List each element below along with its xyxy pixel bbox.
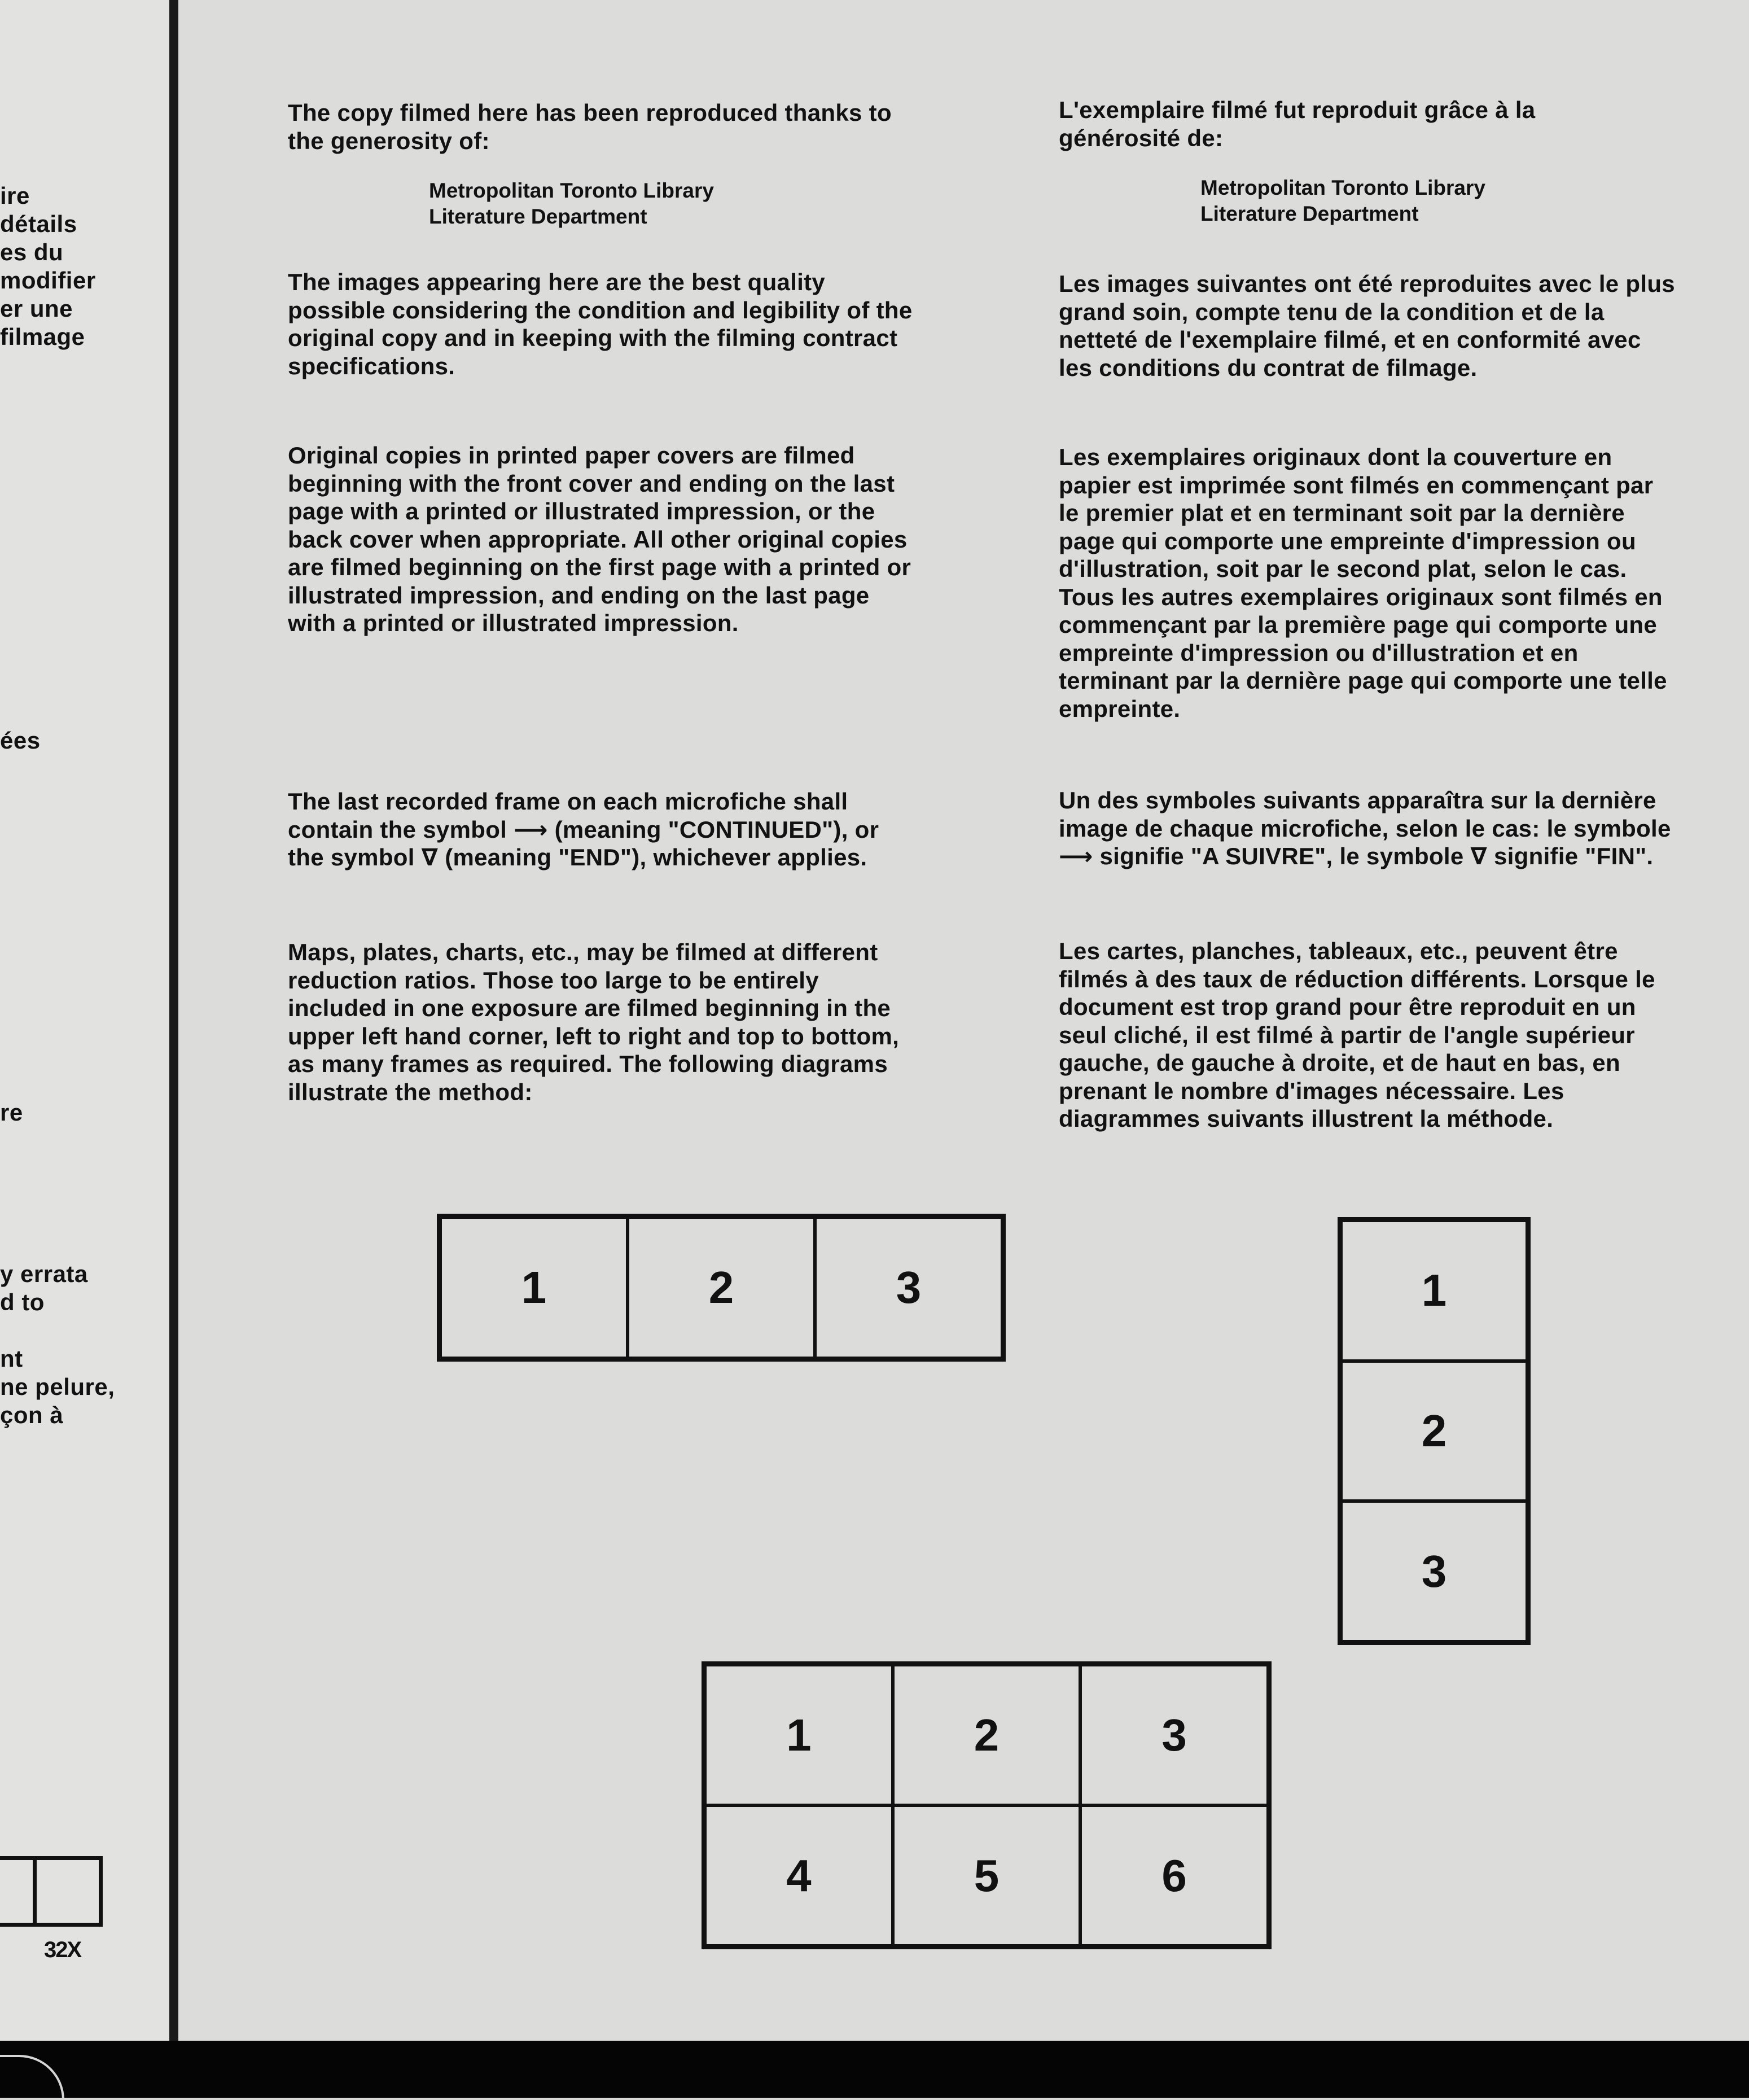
left-fragment: ne pelure, xyxy=(0,1373,115,1400)
left-fragment: re xyxy=(0,1099,23,1126)
left-fragment: es du xyxy=(0,239,64,265)
left-fragment: filmage xyxy=(0,323,85,350)
frame-cell: 5 xyxy=(893,1805,1081,1946)
diagram-horizontal xyxy=(437,1214,1006,1362)
french-paragraph-maps: Les cartes, planches, tableaux, etc., peuvent être filmés à des taux de réduction différents. Lorsque le document est trop grand pour être reproduit en un seul cliché, il est filmé à partir de l'angle supérieur gauche, de gauche à droite, et de haut en bas, en prenant le nombre d'images nécessaire. Les diagrammes suivants illustrent la méthode. xyxy=(1059,938,1655,1132)
left-fragment: nt xyxy=(0,1345,23,1372)
diagram-grid xyxy=(702,1661,1272,1949)
left-fragment: er une xyxy=(0,295,73,322)
english-paragraph-covers: Original copies in printed paper covers are filmed beginning with the front cover and ending on the last page with a printed or illustrated impression, or the back cover when appropriate. All other original copies are filmed beginning on the first page with a printed or illustrated impression, and ending on the last page with a printed or illustrated impression. xyxy=(288,442,911,636)
frame-cell: 3 xyxy=(1341,1501,1527,1642)
english-library xyxy=(429,178,714,230)
frame-cell: 2 xyxy=(1341,1361,1527,1502)
french-paragraph-covers: Les exemplaires originaux dont la couverture en papier est imprimée sont filmés en commençant par le premier plat et en terminant soit par la dernière page qui comporte une empreinte d'impression ou d'illustration, soit par le second plat, selon le cas. Tous les autres exemplaires originaux sont filmés en commençant par la première page qui comporte une empreinte d'impression ou d'illustration et en terminant par la dernière page qui comporte une telle empreinte. xyxy=(1059,444,1667,722)
french-library xyxy=(1200,175,1485,227)
resolution-ruler xyxy=(0,1856,103,1927)
frame-cell: 1 xyxy=(705,1665,893,1805)
library-department: Literature Department xyxy=(1200,202,1419,225)
french-paragraph-quality: Les images suivantes ont été reproduites avec le plus grand soin, compte tenu de la condition et de la netteté de l'exemplaire filmé, et en conformité avec les conditions du contrat de filmage. xyxy=(1059,270,1675,381)
library-name: Metropolitan Toronto Library xyxy=(1200,176,1485,199)
left-fragment: y errata xyxy=(0,1261,88,1287)
left-fragment: détails xyxy=(0,211,77,237)
resolution-ruler-divider xyxy=(33,1856,37,1927)
left-fragment: ées xyxy=(0,727,41,754)
library-department: Literature Department xyxy=(429,205,647,228)
left-fragment: modifier xyxy=(0,267,96,294)
frame-cell: 1 xyxy=(440,1217,628,1358)
diagram-vertical xyxy=(1338,1217,1531,1645)
english-paragraph-quality: The images appearing here are the best quality possible considering the condition and legibility of the original copy and in keeping with the filming contract specifications. xyxy=(288,269,913,379)
scan-bottom-border xyxy=(0,2041,1749,2098)
left-fragment: d to xyxy=(0,1289,45,1315)
frame-cell: 2 xyxy=(893,1665,1081,1805)
page-gutter xyxy=(169,0,178,2041)
left-fragment: ire xyxy=(0,182,30,209)
frame-cell: 3 xyxy=(1080,1665,1268,1805)
french-paragraph-symbols: Un des symboles suivants apparaîtra sur la dernière image de chaque microfiche, selon le cas: le symbole ⟶ signifie "A SUIVRE", le symbole ∇ signifie "FIN". xyxy=(1059,787,1671,869)
frame-cell: 6 xyxy=(1080,1805,1268,1946)
english-intro: The copy filmed here has been reproduced thanks to the generosity of: xyxy=(288,99,892,154)
ruler-label: 32X xyxy=(44,1937,81,1962)
frame-cell: 3 xyxy=(815,1217,1002,1358)
frame-cell: 2 xyxy=(628,1217,815,1358)
english-paragraph-maps: Maps, plates, charts, etc., may be filmed at different reduction ratios. Those too large to be entirely included in one exposure are filmed beginning in the upper left hand corner, left to right and top to bottom, as many frames as required. The following diagrams illustrate the method: xyxy=(288,939,900,1105)
frame-cell: 1 xyxy=(1341,1220,1527,1361)
frame-cell: 4 xyxy=(705,1805,893,1946)
french-intro: L'exemplaire filmé fut reproduit grâce à la générosité de: xyxy=(1059,97,1536,151)
library-name: Metropolitan Toronto Library xyxy=(429,179,714,202)
english-paragraph-symbols: The last recorded frame on each microfiche shall contain the symbol ⟶ (meaning "CONTINUED"), or the symbol ∇ (meaning "END"), whichever applies. xyxy=(288,788,879,870)
left-fragment: çon à xyxy=(0,1402,64,1428)
